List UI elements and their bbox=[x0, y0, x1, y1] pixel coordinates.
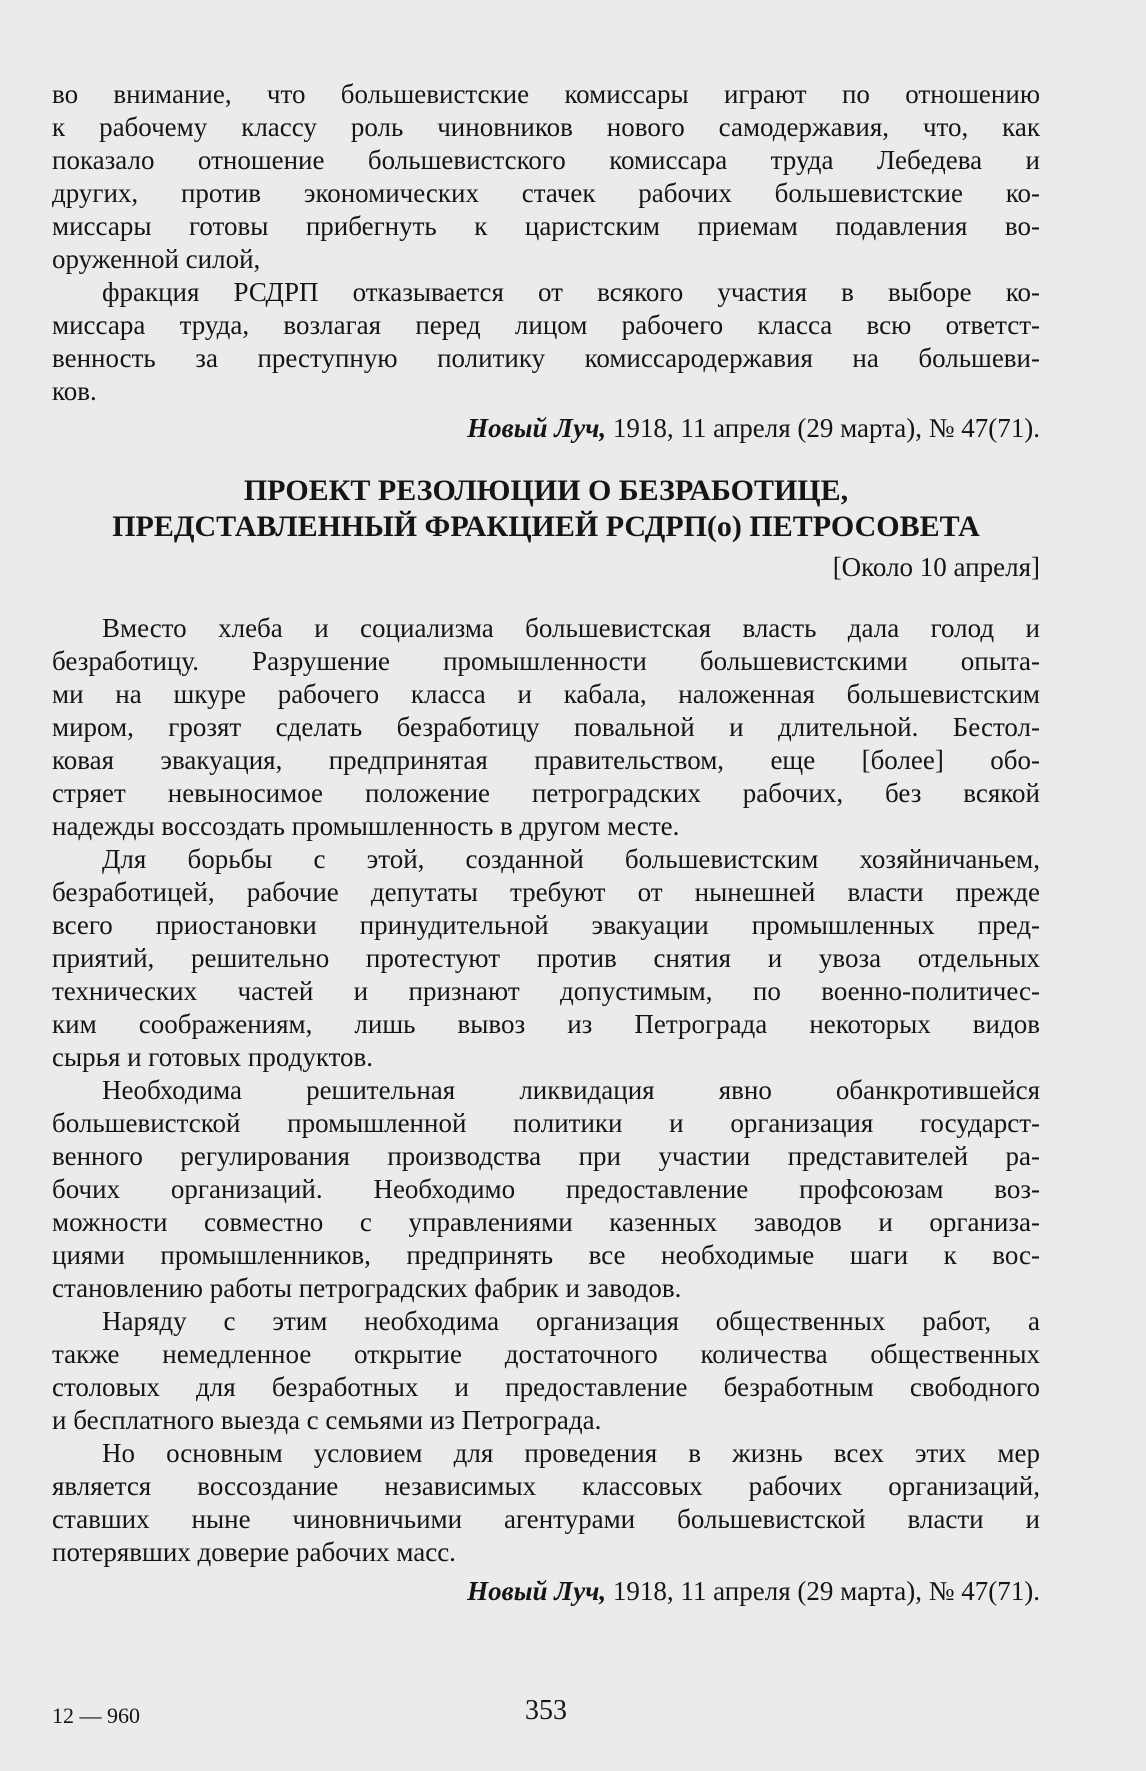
paragraph-5 bbox=[52, 1437, 1040, 1569]
text-line: всего приостановки принудительной эвакуации промышленных пред- bbox=[52, 910, 1040, 940]
text-line: Необходима решительная ликвидация явно обанкротившейся bbox=[102, 1075, 1040, 1105]
source-details: 1918, 11 апреля (29 марта), № 47(71). bbox=[606, 413, 1040, 443]
text-line: можности совместно с управлениями казенных заводов и организа- bbox=[52, 1207, 1040, 1237]
document-body bbox=[52, 78, 1040, 1608]
page-footer bbox=[52, 1695, 1040, 1735]
source-paper: Новый Луч, bbox=[467, 413, 607, 443]
source-citation bbox=[52, 412, 1040, 445]
text-line: миром, грозят сделать безработицу повальной и длительной. Бестол- bbox=[52, 712, 1040, 742]
page-number: 353 bbox=[525, 1695, 567, 1726]
source-paper: Новый Луч, bbox=[467, 1576, 607, 1606]
text-line: надежды воссоздать промышленность в другом месте. bbox=[52, 811, 680, 841]
text-line: других, против экономических стачек рабочих большевистские ко- bbox=[52, 178, 1040, 208]
text-line: стряет невыносимое положение петроградских рабочих, без всякой bbox=[52, 778, 1040, 808]
paragraph-3 bbox=[52, 1074, 1040, 1305]
text-line: также немедленное открытие достаточного количества общественных bbox=[52, 1339, 1040, 1369]
text-line: безработицу. Разрушение промышленности большевистскими опыта- bbox=[52, 646, 1040, 676]
document-date: [Около 10 апреля] bbox=[832, 552, 1040, 582]
text-line: во внимание, что большевистские комиссары играют по отношению bbox=[52, 79, 1040, 109]
text-line: фракция РСДРП отказывается от всякого участия в выборе ко- bbox=[102, 277, 1040, 307]
text-line: Вместо хлеба и социализма большевистская власть дала голод и bbox=[102, 613, 1040, 643]
paragraph-4 bbox=[52, 1305, 1040, 1437]
text-line: и бесплатного выезда с семьями из Петрограда. bbox=[52, 1405, 602, 1435]
text-line: столовых для безработных и предоставление безработным свободного bbox=[52, 1372, 1040, 1402]
text-line: потерявших доверие рабочих масс. bbox=[52, 1537, 456, 1567]
title-line: ПРОЕКТ РЕЗОЛЮЦИИ О БЕЗРАБОТИЦЕ, bbox=[243, 474, 849, 507]
text-line: ставших ныне чиновничьими агентурами большевистской власти и bbox=[52, 1504, 1040, 1534]
text-line: сырья и готовых продуктов. bbox=[52, 1042, 374, 1072]
paragraph-faction bbox=[52, 276, 1040, 408]
spacer bbox=[52, 584, 1040, 612]
paragraph-continuation bbox=[52, 78, 1040, 276]
text-line: приятий, решительно протестуют против снятия и увоза отдельных bbox=[52, 943, 1040, 973]
text-line: оруженной силой, bbox=[52, 244, 261, 274]
title-line: ПРЕДСТАВЛЕННЫЙ ФРАКЦИЕЙ РСДРП(о) ПЕТРОСОВЕТА bbox=[112, 510, 980, 543]
text-line: к рабочему классу роль чиновников нового самодержавия, что, как bbox=[52, 112, 1040, 142]
text-line: ми на шкуре рабочего класса и кабала, наложенная большевистским bbox=[52, 679, 1040, 709]
text-line: является воссоздание независимых классовых рабочих организаций, bbox=[52, 1471, 1040, 1501]
spacer bbox=[52, 445, 1040, 473]
text-line: венность за преступную политику комиссародержавия на большеви- bbox=[52, 343, 1040, 373]
paragraph-2 bbox=[52, 843, 1040, 1074]
text-line: бочих организаций. Необходимо предоставление профсоюзам воз- bbox=[52, 1174, 1040, 1204]
source-citation bbox=[52, 1575, 1040, 1608]
signature-code: 12 — 960 bbox=[52, 1703, 140, 1728]
text-line: становлению работы петроградских фабрик и заводов. bbox=[52, 1273, 682, 1303]
paragraph-1 bbox=[52, 612, 1040, 843]
text-line: Но основным условием для проведения в жизнь всех этих мер bbox=[102, 1438, 1040, 1468]
text-line: ков. bbox=[52, 376, 97, 406]
text-line: большевистской промышленной политики и организация государст- bbox=[52, 1108, 1040, 1138]
text-line: миссара труда, возлагая перед лицом рабочего класса всю ответст- bbox=[52, 310, 1040, 340]
source-details: 1918, 11 апреля (29 марта), № 47(71). bbox=[606, 1576, 1040, 1606]
text-line: ковая эвакуация, предпринятая правительством, еще [более] обо- bbox=[52, 745, 1040, 775]
text-line: циями промышленников, предпринять все необходимые шаги к вос- bbox=[52, 1240, 1040, 1270]
text-line: показало отношение большевистского комиссара труда Лебедева и bbox=[52, 145, 1040, 175]
text-line: венного регулирования производства при участии представителей ра- bbox=[52, 1141, 1040, 1171]
text-line: ким соображениям, лишь вывоз из Петрограда некоторых видов bbox=[52, 1009, 1040, 1039]
text-line: миссары готовы прибегнуть к царистским приемам подавления во- bbox=[52, 211, 1040, 241]
text-line: безработицей, рабочие депутаты требуют от нынешней власти прежде bbox=[52, 877, 1040, 907]
text-line: технических частей и признают допустимым, по военно-политичес- bbox=[52, 976, 1040, 1006]
text-line: Наряду с этим необходима организация общественных работ, а bbox=[102, 1306, 1040, 1336]
section-title bbox=[52, 473, 1040, 545]
text-line: Для борьбы с этой, созданной большевистским хозяйничаньем, bbox=[102, 844, 1040, 874]
